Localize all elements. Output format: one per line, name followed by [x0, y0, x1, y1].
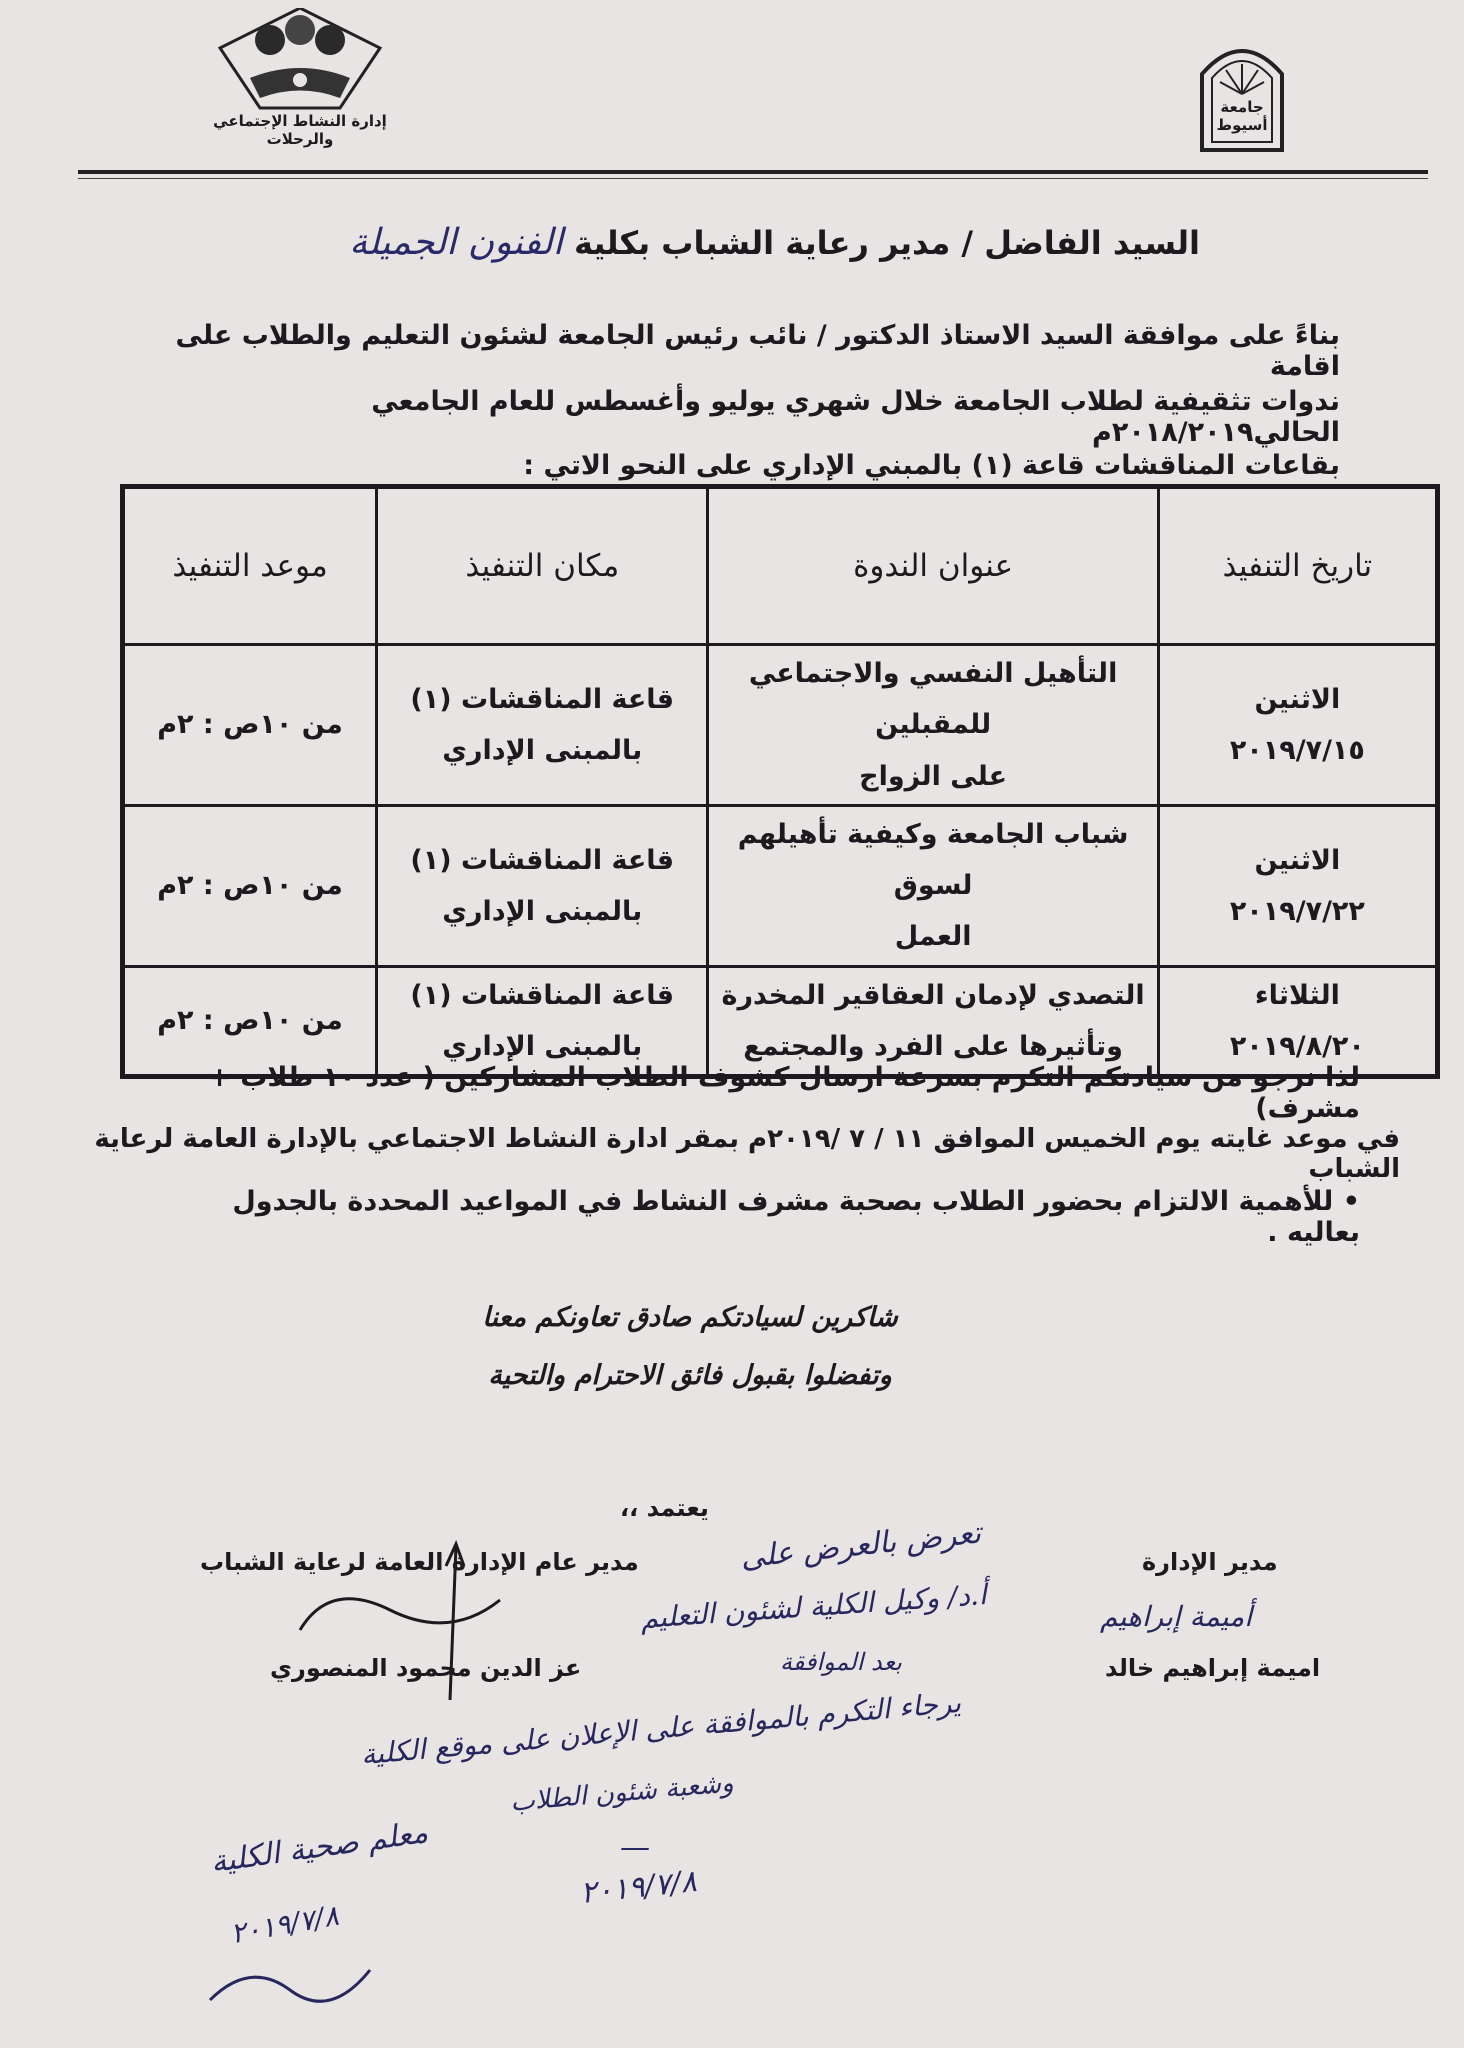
header-date: تاريخ التنفيذ — [1158, 487, 1437, 645]
hand-signature-left: معلم صحية الكلية — [208, 1814, 430, 1881]
header-title: عنوان الندوة — [708, 487, 1158, 645]
cell-time: من ١٠ص : ٢م — [123, 645, 377, 806]
dept-manager-name: اميمة إبراهيم خالد — [1105, 1654, 1321, 1682]
table-row — [123, 645, 1438, 806]
gm-signature-icon — [270, 1540, 530, 1720]
title-line-2: العمل — [894, 921, 972, 953]
cell-time: من ١٠ص : ٢م — [123, 805, 377, 966]
hand-note-3: بعد الموافقة — [780, 1648, 902, 1676]
left-signature-scribble-icon — [200, 1940, 400, 2020]
bullet-icon: • — [1333, 1186, 1360, 1217]
place-line-2: بالمبنى الإداري — [442, 734, 643, 766]
table-row — [123, 805, 1438, 966]
university-logo — [1196, 34, 1288, 152]
cell-title — [708, 805, 1158, 966]
header-divider-thin — [78, 178, 1428, 179]
title-line-1: شباب الجامعة وكيفية تأهيلهم لسوق — [737, 818, 1129, 902]
cell-title — [708, 966, 1158, 1077]
date-day: الثلاثاء — [1254, 979, 1340, 1011]
header-divider — [78, 170, 1428, 174]
table-row — [123, 966, 1438, 1077]
bullet-note — [200, 1186, 1360, 1248]
cell-date — [1158, 645, 1437, 806]
place-line-1: قاعة المناقشات (١) — [410, 979, 675, 1011]
cell-date — [1158, 966, 1437, 1077]
cell-time: من ١٠ص : ٢م — [123, 966, 377, 1077]
cell-title — [708, 645, 1158, 806]
hand-date-1: ٢٠١٩/٧/٨ — [578, 1863, 699, 1912]
body-line-1: بناءً على موافقة السيد الاستاذ الدكتور / نائب رئيس الجامعة لشئون التعليم والطلاب على اقامة — [175, 320, 1340, 382]
title-line-2: على الزواج — [859, 760, 1008, 792]
cell-place — [377, 805, 708, 966]
hand-note-2: أ.د/ وكيل الكلية لشئون التعليم — [639, 1577, 988, 1636]
hand-note-1: تعرض بالعرض على — [738, 1515, 983, 1576]
closing-line-1: شاكرين لسيادتكم صادق تعاونكم معنا — [482, 1302, 898, 1333]
header-place: مكان التنفيذ — [377, 487, 708, 645]
date-value: ٢٠١٩/٧/١٥ — [1229, 734, 1365, 766]
dept-manager-title: مدير الإدارة — [1142, 1548, 1278, 1576]
date-day: الاثنين — [1254, 844, 1341, 876]
addressee-handwritten: الفنون الجميلة — [349, 222, 563, 263]
general-manager-title: مدير عام الإدارة العامة لرعاية الشباب — [200, 1548, 639, 1576]
cell-place — [377, 645, 708, 806]
closing-line-2: وتفضلوا بقبول فائق الاحترام والتحية — [488, 1360, 892, 1391]
body-line-2: ندوات تثقيفية لطلاب الجامعة خلال شهري يوليو وأغسطس للعام الجامعي الحالي٢٠١٨/٢٠١٩م — [371, 386, 1340, 448]
hand-note-5: وشعبة شئون الطلاب — [509, 1768, 735, 1818]
cell-place — [377, 966, 708, 1077]
hand-note-4: يرجاء التكرم بالموافقة على الإعلان على موقع الكلية — [359, 1685, 963, 1772]
approval-label: يعتمد ،، — [620, 1494, 709, 1522]
place-line-2: بالمبنى الإداري — [442, 895, 643, 927]
place-line-1: قاعة المناقشات (١) — [410, 683, 675, 715]
body-line-3: بقاعات المناقشات قاعة (١) بالمبني الإداري على النحو الاتي : — [523, 450, 1340, 481]
place-line-2: بالمبنى الإداري — [442, 1031, 643, 1063]
general-manager-name: عز الدين محمود المنصوري — [270, 1654, 582, 1682]
hand-signature-mark: — — [620, 1830, 650, 1865]
title-line-1: التصدي لإدمان العقاقير المخدرة — [721, 979, 1145, 1011]
request-line-2: في موعد غايته يوم الخميس الموافق ١١ / ٧ /٢٠١٩م بمقر ادارة النشاط الاجتماعي بالإدارة العامة لرعاية الشباب — [94, 1124, 1400, 1184]
request-line-1: لذا نرجو من سيادتكم التكرم بسرعة ارسال كشوف الطلاب المشاركين ( عدد ١٠ طلاب + مشرف) — [208, 1062, 1360, 1124]
logo-caption: إدارة النشاط الإجتماعي والرحلات — [213, 112, 387, 148]
dept-manager-signature: أميمة إبراهيم — [1100, 1600, 1252, 1633]
date-day: الاثنين — [1254, 683, 1341, 715]
cell-date — [1158, 805, 1437, 966]
addressee-printed: السيد الفاضل / مدير رعاية الشباب بكلية — [573, 224, 1200, 262]
title-line-1: التأهيل النفسي والاجتماعي للمقبلين — [748, 658, 1118, 741]
table-header-row — [123, 487, 1438, 645]
header-time: موعد التنفيذ — [123, 487, 377, 645]
university-logo-text: جامعة أسيوط — [1216, 98, 1268, 134]
date-value: ٢٠١٩/٧/٢٢ — [1229, 895, 1365, 927]
addressee-line — [300, 222, 1200, 263]
title-line-2: وتأثيرها على الفرد والمجتمع — [743, 1031, 1123, 1063]
date-value: ٢٠١٩/٨/٢٠ — [1229, 1031, 1365, 1063]
seminar-schedule-table — [120, 484, 1440, 1079]
bullet-text: للأهمية الالتزام بحضور الطلاب بصحبة مشرف النشاط في المواعيد المحددة بالجدول بعاليه . — [232, 1186, 1360, 1248]
hand-date-2: ٢٠١٩/٧/٨ — [227, 1898, 342, 1951]
place-line-1: قاعة المناقشات (١) — [410, 844, 675, 876]
